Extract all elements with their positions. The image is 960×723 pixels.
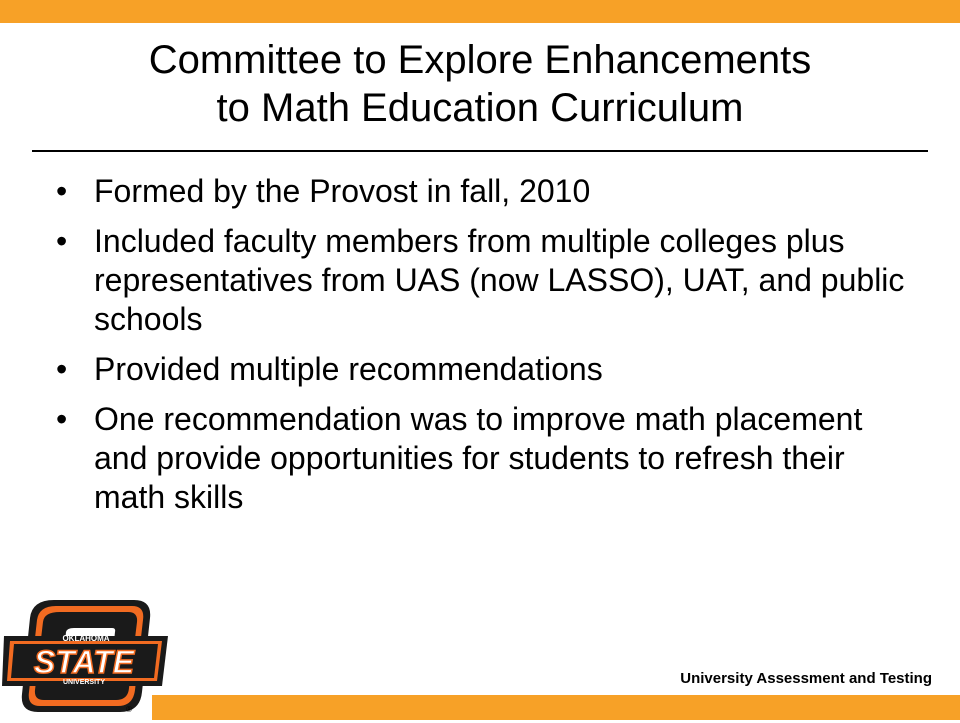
logo-main-text: STATE — [33, 644, 135, 680]
bullet-text: Included faculty members from multiple colleges plus representatives from UAS (now LASSO), UAT, and public schools — [94, 223, 905, 337]
slide-title — [30, 36, 930, 132]
bullet-item — [56, 350, 916, 389]
bullet-text: Provided multiple recommendations — [94, 351, 603, 387]
bullet-item — [56, 172, 916, 211]
bullet-item — [56, 400, 916, 517]
bottom-accent-bar — [152, 695, 960, 720]
bullet-item — [56, 222, 916, 339]
footer-label: University Assessment and Testing — [680, 670, 932, 687]
title-divider — [32, 150, 928, 152]
osu-logo-icon — [2, 596, 172, 718]
slide-title-line-1: Committee to Explore Enhancements — [148, 38, 812, 82]
bullet-text: One recommendation was to improve math placement and provide opportunities for students to refresh their math skills — [94, 401, 863, 515]
bullet-marker: • — [56, 173, 68, 209]
bullet-list — [56, 172, 916, 528]
logo-top-text: OKLAHOMA — [62, 634, 110, 643]
bullet-marker: • — [56, 223, 68, 259]
logo-registered-mark: ® — [126, 705, 132, 714]
bullet-marker: • — [56, 351, 68, 387]
bullet-text: Formed by the Provost in fall, 2010 — [94, 173, 591, 209]
slide-title-line-2: to Math Education Curriculum — [216, 86, 744, 130]
top-accent-bar — [0, 0, 960, 23]
bullet-marker: • — [56, 401, 68, 437]
logo-bottom-text: UNIVERSITY — [62, 679, 106, 686]
